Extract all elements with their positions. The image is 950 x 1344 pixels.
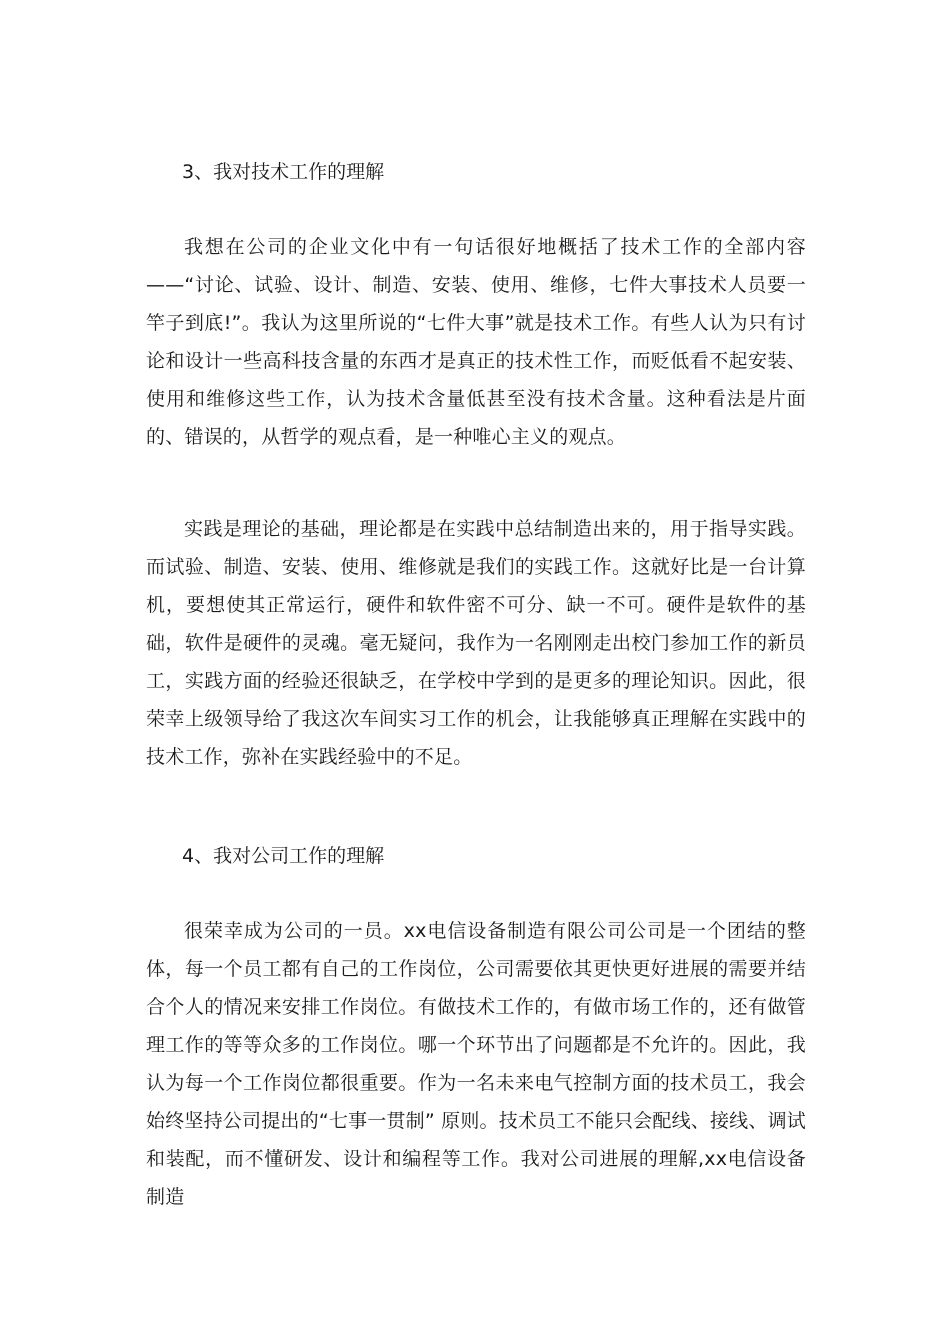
section-3-paragraph-1: 我想在公司的企业文化中有一句话很好地概括了技术工作的全部内容——“讨论、试验、设计、制造、安装、使用、维修，七件大事技术人员要一竿子到底!”。我认为这里所说的“七件大事”就是技术工作。有些人认为只有讨论和设计一些高科技含量的东西才是真正的技术性工作，而贬低看不起安装、使用和维修这些工作，认为技术含量低甚至没有技术含量。这种看法是片面的、错误的，从哲学的观点看，是一种唯心主义的观点。 xyxy=(146,236,806,448)
section-4-paragraph-1: 很荣幸成为公司的一员。xx电信设备制造有限公司公司是一个团结的整体，每一个员工都有自己的工作岗位，公司需要依其更快更好进展的需要并结合个人的情况来安排工作岗位。有做技术工作的，有做市场工作的，还有做管理工作的等等众多的工作岗位。哪一个环节出了问题都是不允许的。因此，我认为每一个工作岗位都很重要。作为一名未来电气控制方面的技术员工，我会始终坚持公司提出的“七事一贯制” 原则。技术员工不能只会配线、接线、调试和装配，而不懂研发、设计和编程等工作。我对公司进展的理解,xx电信设备制造 xyxy=(146,920,806,1208)
section-3-paragraph-2: 实践是理论的基础，理论都是在实践中总结制造出来的，用于指导实践。而试验、制造、安装、使用、维修就是我们的实践工作。这就好比是一台计算机，要想使其正常运行，硬件和软件密不可分、缺一不可。硬件是软件的基础，软件是硬件的灵魂。毫无疑问，我作为一名刚刚走出校门参加工作的新员工，实践方面的经验还很缺乏，在学校中学到的是更多的理论知识。因此，很荣幸上级领导给了我这次车间实习工作的机会，让我能够真正理解在实践中的技术工作，弥补在实践经验中的不足。 xyxy=(146,518,806,768)
section-4-heading: 4、我对公司工作的理解 xyxy=(182,845,385,867)
section-3-heading: 3、我对技术工作的理解 xyxy=(182,161,385,183)
